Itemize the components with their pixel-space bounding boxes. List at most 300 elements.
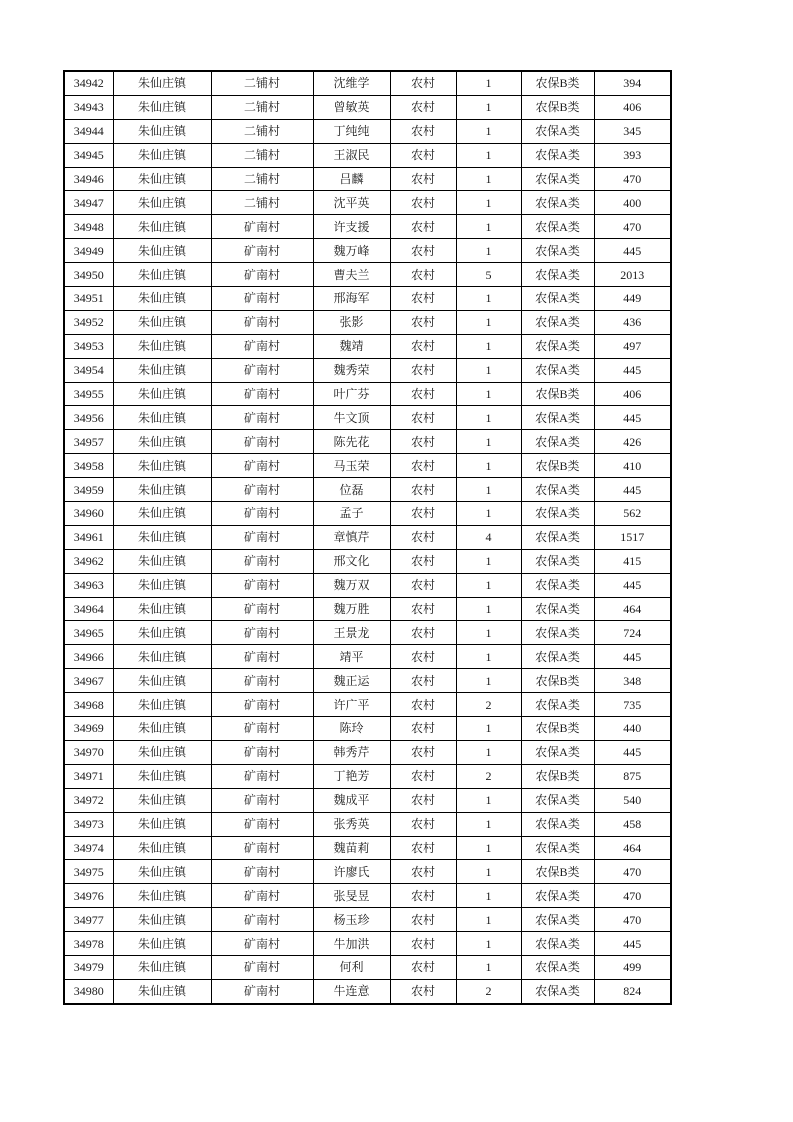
cell-amount: 1517 <box>594 525 671 549</box>
cell-household-type: 农村 <box>390 621 456 645</box>
cell-household-type: 农村 <box>390 979 456 1003</box>
table-row <box>64 764 671 788</box>
table-row <box>64 812 671 836</box>
cell-household-type: 农村 <box>390 693 456 717</box>
cell-person-count: 1 <box>456 717 521 741</box>
cell-amount: 458 <box>594 812 671 836</box>
cell-insurance-class: 农保B类 <box>521 382 594 406</box>
cell-amount: 2013 <box>594 263 671 287</box>
cell-village: 二铺村 <box>211 191 313 215</box>
cell-household-type: 农村 <box>390 430 456 454</box>
table-row <box>64 525 671 549</box>
cell-town: 朱仙庄镇 <box>113 884 211 908</box>
cell-record-id: 34947 <box>64 191 113 215</box>
cell-household-type: 农村 <box>390 95 456 119</box>
cell-household-type: 农村 <box>390 382 456 406</box>
table-row <box>64 71 671 95</box>
cell-amount: 464 <box>594 597 671 621</box>
cell-record-id: 34980 <box>64 979 113 1003</box>
cell-person-count: 1 <box>456 287 521 311</box>
cell-person-count: 1 <box>456 71 521 95</box>
cell-person-count: 1 <box>456 382 521 406</box>
cell-amount: 562 <box>594 502 671 526</box>
cell-record-id: 34970 <box>64 740 113 764</box>
cell-amount: 440 <box>594 717 671 741</box>
cell-person-count: 1 <box>456 645 521 669</box>
cell-town: 朱仙庄镇 <box>113 334 211 358</box>
cell-town: 朱仙庄镇 <box>113 143 211 167</box>
cell-village: 矿南村 <box>211 525 313 549</box>
table-row <box>64 358 671 382</box>
cell-person-name: 魏正运 <box>313 669 390 693</box>
cell-insurance-class: 农保A类 <box>521 143 594 167</box>
cell-person-count: 1 <box>456 669 521 693</box>
cell-amount: 449 <box>594 287 671 311</box>
cell-town: 朱仙庄镇 <box>113 525 211 549</box>
cell-insurance-class: 农保B类 <box>521 454 594 478</box>
cell-household-type: 农村 <box>390 143 456 167</box>
cell-record-id: 34976 <box>64 884 113 908</box>
cell-amount: 426 <box>594 430 671 454</box>
cell-person-name: 张影 <box>313 310 390 334</box>
cell-person-name: 韩秀芹 <box>313 740 390 764</box>
cell-person-count: 5 <box>456 263 521 287</box>
cell-household-type: 农村 <box>390 669 456 693</box>
cell-town: 朱仙庄镇 <box>113 430 211 454</box>
cell-village: 矿南村 <box>211 478 313 502</box>
cell-village: 二铺村 <box>211 95 313 119</box>
cell-amount: 415 <box>594 549 671 573</box>
cell-village: 矿南村 <box>211 979 313 1003</box>
cell-record-id: 34957 <box>64 430 113 454</box>
cell-amount: 499 <box>594 955 671 979</box>
cell-village: 矿南村 <box>211 740 313 764</box>
cell-record-id: 34975 <box>64 860 113 884</box>
cell-insurance-class: 农保A类 <box>521 334 594 358</box>
cell-person-count: 1 <box>456 860 521 884</box>
table-row <box>64 549 671 573</box>
cell-person-count: 1 <box>456 621 521 645</box>
cell-amount: 464 <box>594 836 671 860</box>
cell-person-name: 许广平 <box>313 693 390 717</box>
cell-person-name: 马玉荣 <box>313 454 390 478</box>
cell-town: 朱仙庄镇 <box>113 406 211 430</box>
cell-town: 朱仙庄镇 <box>113 502 211 526</box>
cell-village: 矿南村 <box>211 382 313 406</box>
cell-household-type: 农村 <box>390 549 456 573</box>
cell-household-type: 农村 <box>390 119 456 143</box>
cell-person-count: 1 <box>456 549 521 573</box>
cell-village: 矿南村 <box>211 764 313 788</box>
cell-person-name: 张旻昱 <box>313 884 390 908</box>
cell-insurance-class: 农保A类 <box>521 908 594 932</box>
cell-amount: 470 <box>594 860 671 884</box>
table-row <box>64 645 671 669</box>
cell-person-name: 陈先花 <box>313 430 390 454</box>
cell-person-count: 1 <box>456 812 521 836</box>
cell-insurance-class: 农保A类 <box>521 693 594 717</box>
cell-amount: 436 <box>594 310 671 334</box>
cell-insurance-class: 农保A类 <box>521 788 594 812</box>
cell-insurance-class: 农保A类 <box>521 812 594 836</box>
cell-person-name: 何利 <box>313 955 390 979</box>
cell-record-id: 34962 <box>64 549 113 573</box>
cell-town: 朱仙庄镇 <box>113 836 211 860</box>
cell-household-type: 农村 <box>390 191 456 215</box>
cell-record-id: 34944 <box>64 119 113 143</box>
cell-amount: 445 <box>594 406 671 430</box>
cell-household-type: 农村 <box>390 573 456 597</box>
cell-amount: 445 <box>594 645 671 669</box>
cell-insurance-class: 农保A类 <box>521 310 594 334</box>
cell-person-count: 1 <box>456 191 521 215</box>
cell-person-count: 4 <box>456 525 521 549</box>
cell-amount: 875 <box>594 764 671 788</box>
cell-household-type: 农村 <box>390 287 456 311</box>
cell-person-count: 1 <box>456 932 521 956</box>
cell-person-count: 1 <box>456 884 521 908</box>
table-row <box>64 215 671 239</box>
cell-household-type: 农村 <box>390 932 456 956</box>
cell-village: 矿南村 <box>211 717 313 741</box>
table-row <box>64 788 671 812</box>
cell-record-id: 34965 <box>64 621 113 645</box>
cell-town: 朱仙庄镇 <box>113 382 211 406</box>
cell-person-count: 1 <box>456 502 521 526</box>
cell-record-id: 34960 <box>64 502 113 526</box>
cell-record-id: 34961 <box>64 525 113 549</box>
cell-person-count: 1 <box>456 597 521 621</box>
cell-household-type: 农村 <box>390 478 456 502</box>
cell-amount: 345 <box>594 119 671 143</box>
cell-person-name: 丁纯纯 <box>313 119 390 143</box>
cell-village: 矿南村 <box>211 812 313 836</box>
cell-insurance-class: 农保A类 <box>521 239 594 263</box>
cell-person-count: 1 <box>456 788 521 812</box>
cell-village: 矿南村 <box>211 430 313 454</box>
cell-insurance-class: 农保B类 <box>521 717 594 741</box>
table-row <box>64 573 671 597</box>
cell-household-type: 农村 <box>390 717 456 741</box>
cell-person-name: 魏秀荣 <box>313 358 390 382</box>
cell-insurance-class: 农保A类 <box>521 215 594 239</box>
cell-village: 矿南村 <box>211 908 313 932</box>
cell-household-type: 农村 <box>390 215 456 239</box>
cell-town: 朱仙庄镇 <box>113 717 211 741</box>
cell-record-id: 34964 <box>64 597 113 621</box>
cell-amount: 470 <box>594 908 671 932</box>
cell-insurance-class: 农保A类 <box>521 621 594 645</box>
cell-record-id: 34963 <box>64 573 113 597</box>
cell-household-type: 农村 <box>390 836 456 860</box>
cell-household-type: 农村 <box>390 884 456 908</box>
cell-record-id: 34974 <box>64 836 113 860</box>
cell-person-name: 陈玲 <box>313 717 390 741</box>
cell-insurance-class: 农保B类 <box>521 71 594 95</box>
table-row <box>64 239 671 263</box>
cell-town: 朱仙庄镇 <box>113 454 211 478</box>
cell-amount: 445 <box>594 478 671 502</box>
cell-person-name: 沈维学 <box>313 71 390 95</box>
cell-insurance-class: 农保A类 <box>521 191 594 215</box>
cell-record-id: 34945 <box>64 143 113 167</box>
table-row <box>64 287 671 311</box>
table-row <box>64 454 671 478</box>
cell-person-count: 2 <box>456 979 521 1003</box>
table-row <box>64 740 671 764</box>
cell-person-count: 1 <box>456 215 521 239</box>
table-row <box>64 621 671 645</box>
cell-town: 朱仙庄镇 <box>113 788 211 812</box>
cell-insurance-class: 农保A类 <box>521 573 594 597</box>
cell-household-type: 农村 <box>390 908 456 932</box>
cell-person-count: 1 <box>456 908 521 932</box>
table-row <box>64 860 671 884</box>
cell-person-count: 1 <box>456 95 521 119</box>
cell-person-count: 1 <box>456 955 521 979</box>
roster-table-body <box>64 71 671 1004</box>
cell-household-type: 农村 <box>390 263 456 287</box>
cell-town: 朱仙庄镇 <box>113 119 211 143</box>
cell-household-type: 农村 <box>390 860 456 884</box>
cell-town: 朱仙庄镇 <box>113 932 211 956</box>
cell-person-name: 牛文顶 <box>313 406 390 430</box>
cell-person-count: 1 <box>456 430 521 454</box>
cell-household-type: 农村 <box>390 71 456 95</box>
cell-town: 朱仙庄镇 <box>113 287 211 311</box>
cell-amount: 445 <box>594 573 671 597</box>
cell-person-name: 王淑民 <box>313 143 390 167</box>
table-row <box>64 908 671 932</box>
cell-person-count: 1 <box>456 406 521 430</box>
table-row <box>64 334 671 358</box>
cell-person-count: 1 <box>456 167 521 191</box>
roster-table <box>63 70 672 1005</box>
cell-insurance-class: 农保A类 <box>521 525 594 549</box>
cell-record-id: 34949 <box>64 239 113 263</box>
cell-insurance-class: 农保A类 <box>521 549 594 573</box>
cell-record-id: 34952 <box>64 310 113 334</box>
cell-household-type: 农村 <box>390 358 456 382</box>
cell-person-count: 1 <box>456 478 521 502</box>
cell-insurance-class: 农保B类 <box>521 764 594 788</box>
cell-record-id: 34967 <box>64 669 113 693</box>
cell-person-name: 牛加洪 <box>313 932 390 956</box>
cell-person-count: 1 <box>456 143 521 167</box>
cell-town: 朱仙庄镇 <box>113 860 211 884</box>
cell-household-type: 农村 <box>390 525 456 549</box>
cell-village: 矿南村 <box>211 932 313 956</box>
cell-insurance-class: 农保A类 <box>521 167 594 191</box>
cell-record-id: 34971 <box>64 764 113 788</box>
cell-town: 朱仙庄镇 <box>113 908 211 932</box>
cell-insurance-class: 农保A类 <box>521 955 594 979</box>
table-row <box>64 693 671 717</box>
cell-village: 二铺村 <box>211 71 313 95</box>
cell-record-id: 34977 <box>64 908 113 932</box>
cell-person-count: 1 <box>456 119 521 143</box>
cell-village: 矿南村 <box>211 287 313 311</box>
cell-amount: 497 <box>594 334 671 358</box>
cell-town: 朱仙庄镇 <box>113 478 211 502</box>
cell-amount: 410 <box>594 454 671 478</box>
cell-insurance-class: 农保A类 <box>521 884 594 908</box>
cell-amount: 400 <box>594 191 671 215</box>
cell-village: 矿南村 <box>211 239 313 263</box>
cell-record-id: 34973 <box>64 812 113 836</box>
cell-town: 朱仙庄镇 <box>113 597 211 621</box>
cell-town: 朱仙庄镇 <box>113 573 211 597</box>
cell-record-id: 34948 <box>64 215 113 239</box>
cell-person-name: 许廖氏 <box>313 860 390 884</box>
cell-village: 矿南村 <box>211 454 313 478</box>
cell-person-name: 魏靖 <box>313 334 390 358</box>
cell-insurance-class: 农保A类 <box>521 836 594 860</box>
cell-person-count: 1 <box>456 334 521 358</box>
cell-person-count: 1 <box>456 740 521 764</box>
cell-record-id: 34969 <box>64 717 113 741</box>
cell-household-type: 农村 <box>390 812 456 836</box>
cell-record-id: 34958 <box>64 454 113 478</box>
cell-person-name: 杨玉珍 <box>313 908 390 932</box>
cell-household-type: 农村 <box>390 788 456 812</box>
cell-record-id: 34959 <box>64 478 113 502</box>
cell-insurance-class: 农保A类 <box>521 263 594 287</box>
cell-village: 矿南村 <box>211 358 313 382</box>
cell-amount: 824 <box>594 979 671 1003</box>
cell-person-name: 魏苗莉 <box>313 836 390 860</box>
cell-insurance-class: 农保A类 <box>521 502 594 526</box>
cell-insurance-class: 农保A类 <box>521 478 594 502</box>
cell-household-type: 农村 <box>390 406 456 430</box>
cell-amount: 393 <box>594 143 671 167</box>
cell-town: 朱仙庄镇 <box>113 191 211 215</box>
cell-village: 矿南村 <box>211 573 313 597</box>
cell-village: 矿南村 <box>211 406 313 430</box>
cell-record-id: 34956 <box>64 406 113 430</box>
cell-amount: 445 <box>594 239 671 263</box>
cell-person-name: 牛连意 <box>313 979 390 1003</box>
cell-town: 朱仙庄镇 <box>113 310 211 334</box>
table-row <box>64 932 671 956</box>
cell-record-id: 34943 <box>64 95 113 119</box>
cell-amount: 470 <box>594 167 671 191</box>
cell-person-name: 吕麟 <box>313 167 390 191</box>
cell-village: 矿南村 <box>211 334 313 358</box>
cell-household-type: 农村 <box>390 310 456 334</box>
table-row <box>64 95 671 119</box>
cell-person-count: 1 <box>456 836 521 860</box>
cell-person-name: 邢文化 <box>313 549 390 573</box>
cell-person-name: 曾敏英 <box>313 95 390 119</box>
cell-town: 朱仙庄镇 <box>113 358 211 382</box>
cell-insurance-class: 农保A类 <box>521 597 594 621</box>
cell-amount: 735 <box>594 693 671 717</box>
cell-person-count: 1 <box>456 454 521 478</box>
cell-record-id: 34968 <box>64 693 113 717</box>
cell-person-name: 章慎芹 <box>313 525 390 549</box>
table-row <box>64 143 671 167</box>
cell-record-id: 34953 <box>64 334 113 358</box>
cell-record-id: 34972 <box>64 788 113 812</box>
cell-household-type: 农村 <box>390 454 456 478</box>
table-row <box>64 430 671 454</box>
cell-village: 矿南村 <box>211 788 313 812</box>
cell-amount: 406 <box>594 95 671 119</box>
cell-insurance-class: 农保A类 <box>521 979 594 1003</box>
cell-person-count: 2 <box>456 764 521 788</box>
cell-record-id: 34955 <box>64 382 113 406</box>
cell-household-type: 农村 <box>390 597 456 621</box>
cell-person-count: 1 <box>456 239 521 263</box>
cell-household-type: 农村 <box>390 502 456 526</box>
cell-person-count: 2 <box>456 693 521 717</box>
cell-record-id: 34979 <box>64 955 113 979</box>
cell-insurance-class: 农保A类 <box>521 645 594 669</box>
cell-amount: 724 <box>594 621 671 645</box>
cell-town: 朱仙庄镇 <box>113 215 211 239</box>
cell-village: 矿南村 <box>211 669 313 693</box>
table-row <box>64 597 671 621</box>
cell-amount: 445 <box>594 740 671 764</box>
cell-person-name: 曹夫兰 <box>313 263 390 287</box>
cell-person-count: 1 <box>456 358 521 382</box>
cell-insurance-class: 农保A类 <box>521 406 594 430</box>
cell-village: 矿南村 <box>211 263 313 287</box>
table-row <box>64 406 671 430</box>
cell-person-name: 魏万双 <box>313 573 390 597</box>
cell-household-type: 农村 <box>390 239 456 263</box>
cell-record-id: 34966 <box>64 645 113 669</box>
cell-town: 朱仙庄镇 <box>113 979 211 1003</box>
cell-household-type: 农村 <box>390 645 456 669</box>
cell-town: 朱仙庄镇 <box>113 645 211 669</box>
table-row <box>64 263 671 287</box>
table-row <box>64 382 671 406</box>
table-row <box>64 310 671 334</box>
cell-town: 朱仙庄镇 <box>113 71 211 95</box>
cell-insurance-class: 农保B类 <box>521 95 594 119</box>
cell-town: 朱仙庄镇 <box>113 239 211 263</box>
cell-person-count: 1 <box>456 573 521 597</box>
cell-village: 矿南村 <box>211 549 313 573</box>
cell-town: 朱仙庄镇 <box>113 740 211 764</box>
cell-person-name: 叶广芬 <box>313 382 390 406</box>
cell-person-count: 1 <box>456 310 521 334</box>
cell-person-name: 魏成平 <box>313 788 390 812</box>
cell-person-name: 沈平英 <box>313 191 390 215</box>
cell-record-id: 34950 <box>64 263 113 287</box>
cell-town: 朱仙庄镇 <box>113 764 211 788</box>
cell-record-id: 34951 <box>64 287 113 311</box>
cell-person-name: 许支援 <box>313 215 390 239</box>
table-row <box>64 669 671 693</box>
cell-person-name: 孟子 <box>313 502 390 526</box>
cell-village: 矿南村 <box>211 884 313 908</box>
cell-amount: 445 <box>594 358 671 382</box>
cell-village: 二铺村 <box>211 119 313 143</box>
cell-town: 朱仙庄镇 <box>113 549 211 573</box>
cell-record-id: 34954 <box>64 358 113 382</box>
cell-town: 朱仙庄镇 <box>113 693 211 717</box>
cell-village: 矿南村 <box>211 502 313 526</box>
cell-record-id: 34946 <box>64 167 113 191</box>
cell-insurance-class: 农保B类 <box>521 860 594 884</box>
cell-person-name: 魏万峰 <box>313 239 390 263</box>
cell-person-name: 丁艳芳 <box>313 764 390 788</box>
cell-town: 朱仙庄镇 <box>113 621 211 645</box>
table-row <box>64 191 671 215</box>
